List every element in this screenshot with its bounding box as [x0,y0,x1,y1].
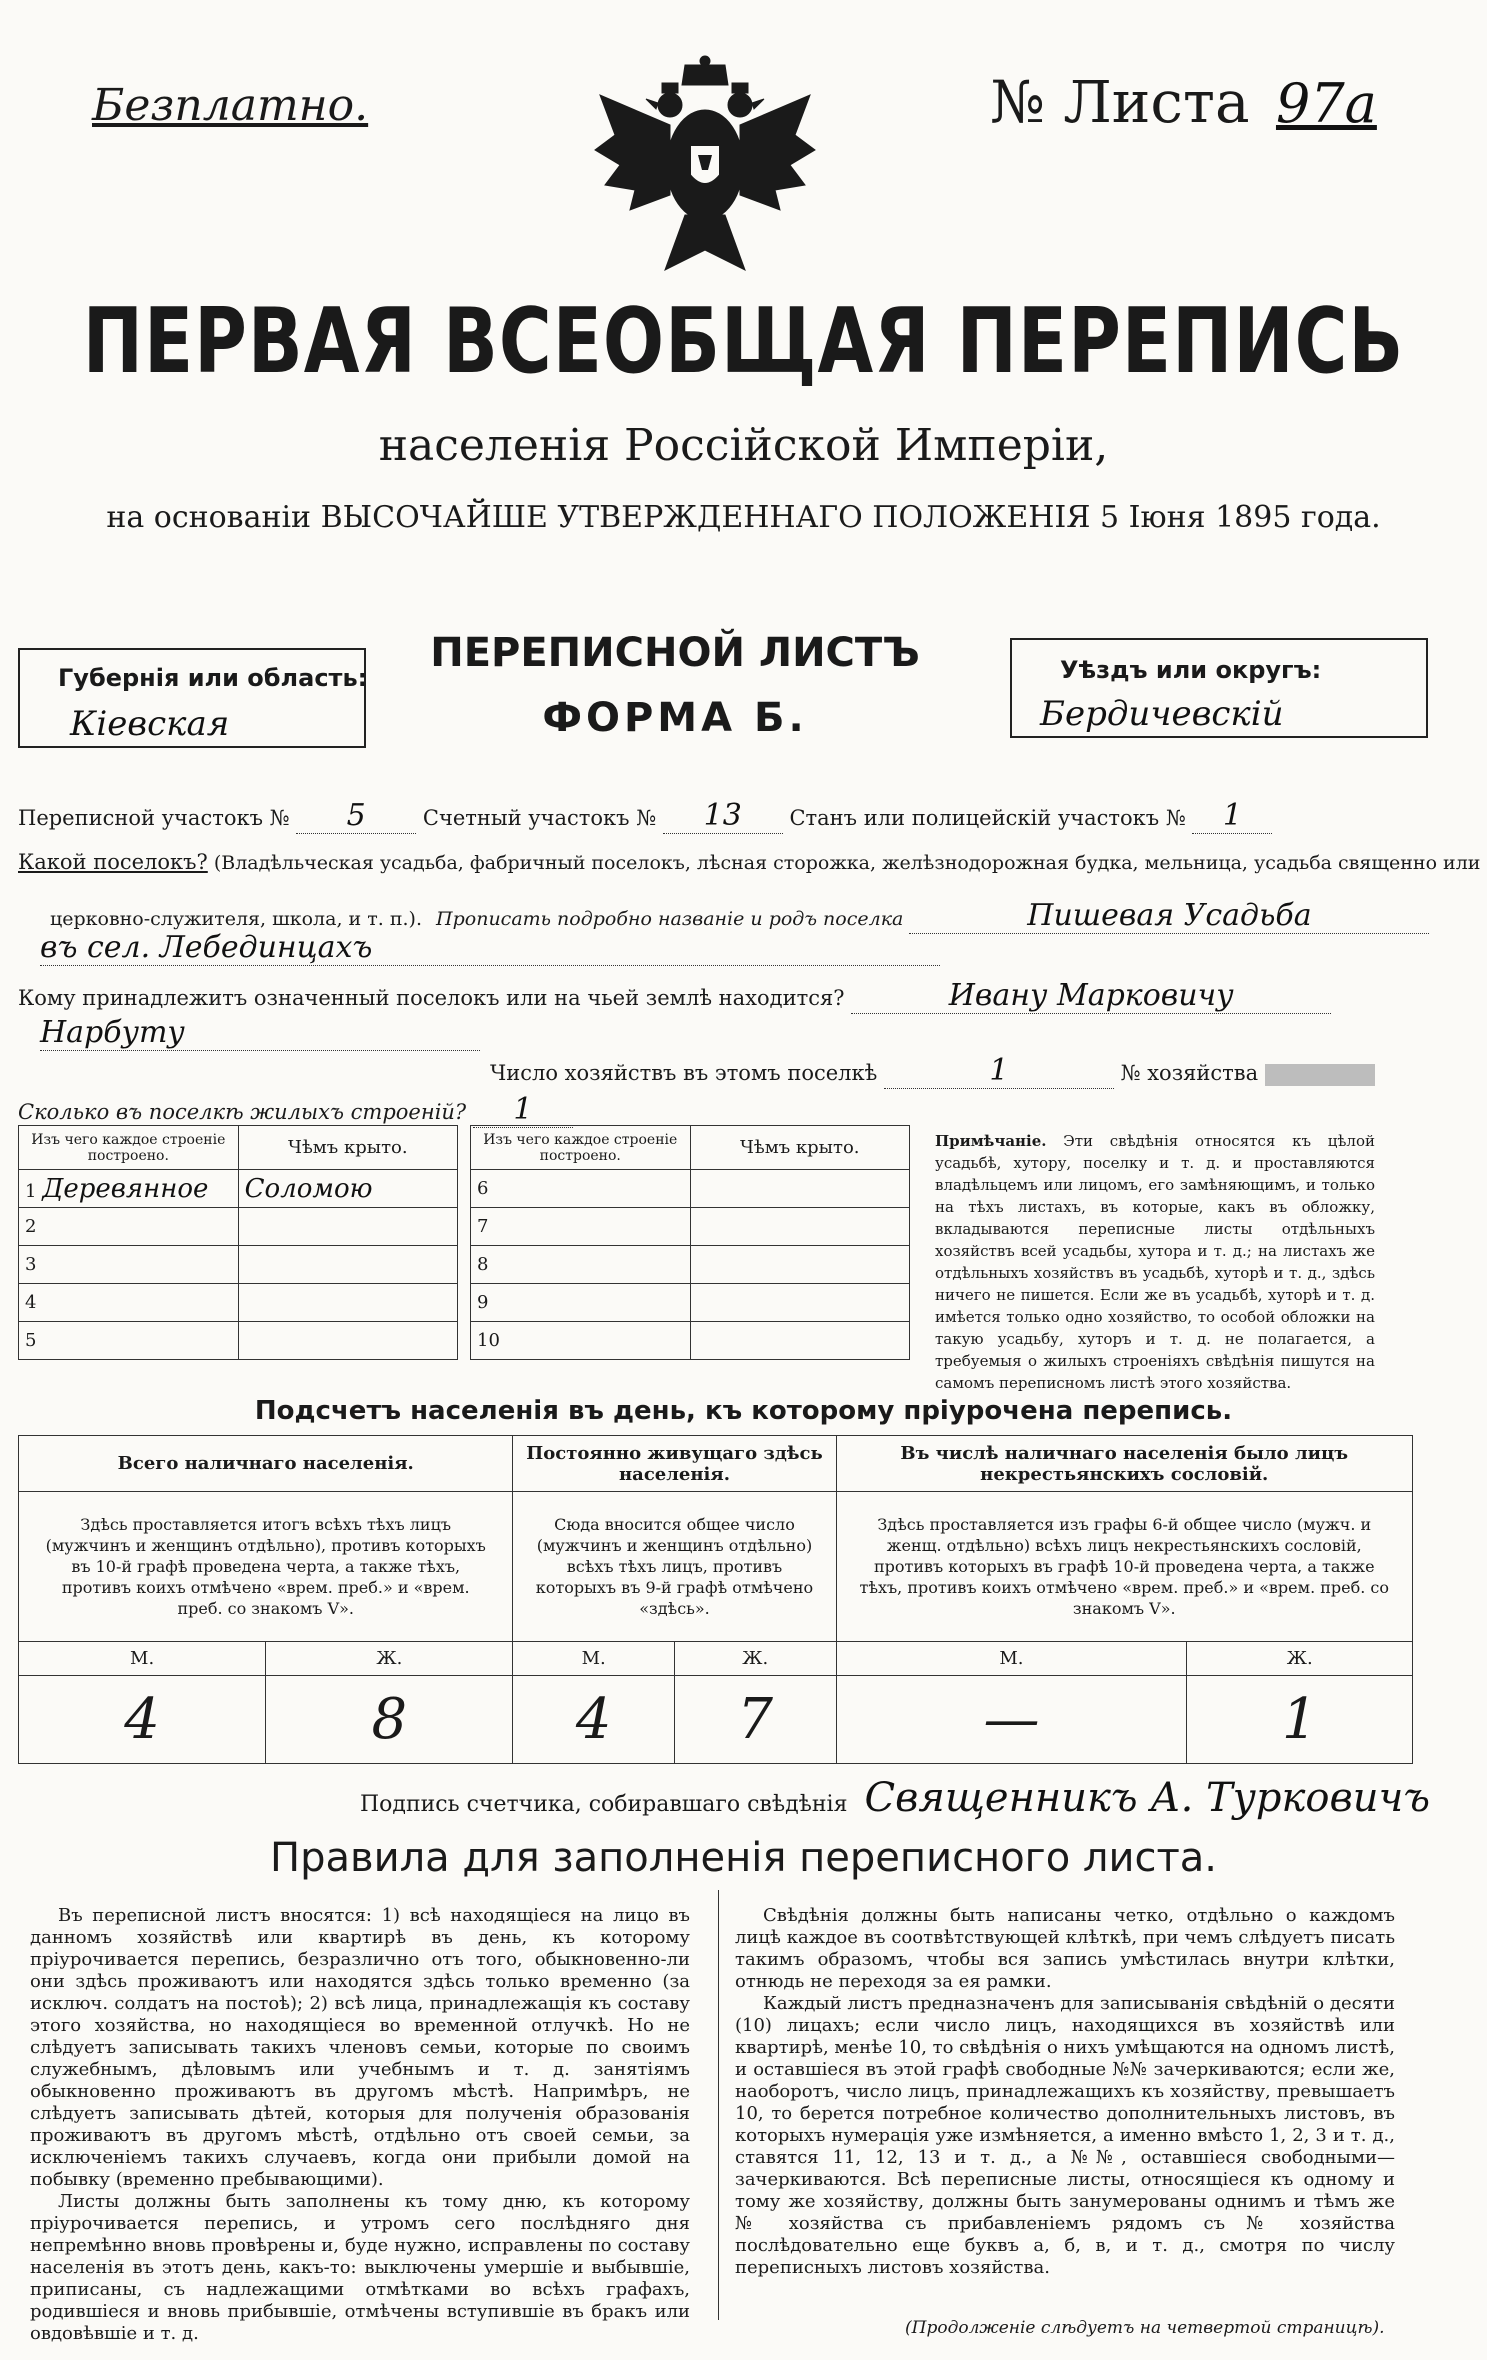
male-label: М. [19,1642,266,1676]
buildings-value: 1 [473,1092,573,1128]
census-district-label: Переписной участокъ № [18,806,290,830]
female-label: Ж. [266,1642,513,1676]
rules-right-column [735,1905,1395,2279]
total-male-value: 4 [19,1676,266,1764]
double-headed-eagle-icon [590,55,820,280]
female-label: Ж. [674,1642,836,1676]
population-desc-permanent: Сюда вносится общее число (мужчинъ и женщинъ отдѣльно) всѣхъ тѣхъ лицъ, противъ которыхъ въ 9-й графѣ отмѣчено «здѣсь». [513,1492,836,1642]
buildings-col-material-2: Изъ чего каждое строеніе построено. [471,1126,691,1170]
settlement-line-2 [50,898,1429,934]
police-district-value: 1 [1192,798,1272,834]
buildings-table-right [470,1125,910,1360]
owner-line [18,978,1331,1014]
gubernia-label: Губернія или область: [58,664,368,692]
rules-left-column [30,1905,690,2345]
uezd-value: Бердичевскій [1040,694,1284,734]
note-text: Эти свѣдѣнія относятся къ цѣлой усадьбѣ, хутору, поселку и т. д. и проставляются владѣльцемъ или лицомъ, его замѣняющимъ, и только на тѣхъ листахъ, въ которые, какъ въ обложку, вкладываются переписные листы отдѣльныхъ хозяйствъ всей усадьбы, хутора и т. д.; на листахъ же отдѣльныхъ хозяйствъ въ усадьбѣ, хуторѣ и т. д., здѣсь ничего не пишется. Если же въ усадьбѣ, хуторѣ и т. д. имѣется только одно хозяйство, то особой обложки на такую усадьбу, хуторъ и т. д. не полагается, а требуемыя о жилыхъ строеніяхъ свѣдѣнія пишутся на самомъ переписномъ листѣ этого хозяйства. [935,1132,1375,1392]
table-row: 7 [471,1208,910,1246]
buildings-label: Сколько въ поселкѣ жилыхъ строеній? [18,1100,467,1124]
buildings-col-roof-2: Чѣмъ крыто. [690,1126,909,1170]
total-female-value: 8 [266,1676,513,1764]
form-title: ПЕРЕПИСНОЙ ЛИСТЪ [430,630,920,676]
signature-line [360,1775,1430,1821]
table-row: 4 [19,1284,458,1322]
building-roof: Соломою [238,1170,457,1208]
table-row: 8 [471,1246,910,1284]
population-table [18,1435,1413,1764]
settlement-hint: (Владѣльческая усадьба, фабричный поселокъ, лѣсная сторожка, желѣзнодорожная будка, мельница, усадьба священно или [213,852,1481,874]
female-label: Ж. [1187,1642,1413,1676]
table-row: 2 [19,1208,458,1246]
households-line [490,1053,1375,1089]
population-desc-total: Здѣсь проставляется итогъ всѣхъ тѣхъ лицъ (мужчинъ и женщинъ отдѣльно), противъ которыхъ въ 10-й графѣ проведена черта, а также тѣхъ, противъ коихъ отмѣчено «врем. преб.» и «врем. преб. со знакомъ V». [19,1492,513,1642]
count-district-label: Счетный участокъ № [422,806,657,830]
rules-paragraph: Каждый листъ предназначенъ для записыванія свѣдѣній о десяти (10) лицахъ; если число лицъ, находящихся въ хозяйствѣ или квартирѣ, менѣе 10, то свѣдѣнія о нихъ умѣщаются на одномъ листѣ, и оставшіеся въ этой графѣ свободные №№ зачеркиваются; если же, наоборотъ, число лицъ, принадлежащихъ къ хозяйству, превышаетъ 10, то берется потребное количество дополнительныхъ листовъ, въ которыхъ нумерація уже измѣняется, а именно вмѣсто 1, 2, 3 и т. д., ставятся 11, 12, 13 и т. д., а №№, оставшіеся свободными—зачеркиваются. Всѣ переписные листы, относящіеся къ одному и тому же хозяйству, должны быть занумерованы однимъ и тѣмъ же № хозяйства съ прибавленіемъ рядомъ съ № хозяйства послѣдовательно еще буквъ а, б, в, и т. д., смотря по числу переписныхъ листовъ хозяйства. [735,1993,1395,2278]
note-title: Примѣчаніе. [935,1132,1047,1150]
owner-line-2 [40,1015,480,1051]
rules-divider [718,1890,719,2320]
settlement-instruction: Прописать подробно названіе и родъ поселка [436,908,904,930]
population-title: Подсчетъ населенія въ день, къ которому пріурочена перепись. [254,1396,1233,1426]
settlement-hint-2: церковно-служителя, школа, и т. п.). [50,908,422,930]
settlement-line-3 [40,930,940,966]
sheet-number-value: 97а [1275,72,1377,135]
male-label: М. [513,1642,675,1676]
form-subtitle: ФОРМА Б. [542,695,808,741]
table-row: 10 [471,1322,910,1360]
settlement-label: Какой поселокъ? [18,850,208,874]
settlement-value-2: въ сел. Лебединцахъ [40,930,940,966]
buildings-col-roof: Чѣмъ крыто. [238,1126,457,1170]
count-district-value: 13 [663,798,783,834]
households-label: Число хозяйствъ въ этомъ поселкѣ [490,1061,878,1085]
uezd-label: Уѣздъ или округъ: [1060,656,1322,684]
settlement-value: Пишевая Усадьба [909,898,1429,934]
table-row: 1 Деревянное Соломою [19,1170,458,1208]
buildings-table-left [18,1125,458,1360]
free-label: Безплатно. [92,80,369,131]
gubernia-value: Кіевская [70,704,230,744]
population-col-permanent: Постоянно живущаго здѣсь населенія. [513,1436,836,1492]
population-col-non-peasant: Въ числѣ наличнаго населенія было лицъ некрестьянскихъ сословій. [836,1436,1413,1492]
buildings-line [18,1092,573,1128]
buildings-col-material: Изъ чего каждое строеніе построено. [19,1126,239,1170]
building-material: Деревянное [42,1173,209,1204]
permanent-female-value: 7 [674,1676,836,1764]
census-district-value: 5 [296,798,416,834]
owner-value-2: Нарбуту [40,1015,480,1051]
table-row: 3 [19,1246,458,1284]
table-row: 6 [471,1170,910,1208]
sheet-number-label: № Листа [990,68,1250,136]
table-row: 5 [19,1322,458,1360]
district-line [18,798,1272,834]
household-no-redacted [1265,1064,1375,1086]
owner-label: Кому принадлежитъ означенный поселокъ или на чьей землѣ находится? [18,986,845,1010]
signature-label: Подпись счетчика, собиравшаго свѣдѣнія [360,1792,848,1817]
non-peasant-female-value: 1 [1187,1676,1413,1764]
population-desc-non-peasant: Здѣсь проставляется изъ графы 6-й общее число (мужч. и женщ. отдѣльно) всѣхъ лицъ некрестьянскихъ сословій, противъ которыхъ въ графѣ 10-й проведена черта, а также тѣхъ, противъ коихъ отмѣчено «врем. преб.» и «врем. преб. со знакомъ V». [836,1492,1413,1642]
rules-paragraph: Свѣдѣнія должны быть написаны четко, отдѣльно о каждомъ лицѣ каждое въ соотвѣтствующей клѣткѣ, при чемъ слѣдуетъ писать такимъ образомъ, чтобы вся запись умѣстилась внутри клѣтки, отнюдь не переходя за ея рамки. [735,1905,1395,1992]
population-col-total: Всего наличнаго населенія. [19,1436,513,1492]
document-decree-line: на основаніи ВЫСОЧАЙШЕ УТВЕРЖДЕННАГО ПОЛОЖЕНІЯ 5 Іюня 1895 года. [106,500,1381,535]
male-label: М. [836,1642,1187,1676]
signature-value: Священникъ А. Турковичъ [864,1775,1431,1821]
buildings-note [935,1130,1375,1394]
household-no-label: № хозяйства [1120,1061,1259,1085]
rules-paragraph: Въ переписной листъ вносятся: 1) всѣ находящіеся на лицо въ данномъ хозяйствѣ или квартирѣ въ день, къ которому пріурочивается перепись, безразлично отъ того, обыкновенно-ли они здѣсь проживаютъ или находятся здѣсь только временно (за исключ. солдатъ на постоѣ); 2) всѣ лица, принадлежащія къ составу этого хозяйства, но находящіеся во временной отлучкѣ. Но не слѣдуетъ записывать такихъ членовъ семьи, которые по своимъ служебнымъ, дѣловымъ или учебнымъ и т. д. занятіямъ обыкновенно проживаютъ въ другомъ мѣстѣ. Напримѣръ, не слѣдуетъ записывать дѣтей, которыя для полученія образованія проживаютъ въ другомъ мѣстѣ, отдѣльно отъ своей семьи, за исключеніемъ такихъ случаевъ, когда они прибыли домой на побывку (временно пребывающими). [30,1905,690,2190]
owner-value: Ивану Марковичу [851,978,1331,1014]
continuation-note: (Продолженіе слѣдуетъ на четвертой страницѣ). [905,2318,1385,2338]
permanent-male-value: 4 [513,1676,675,1764]
document-subtitle: населенія Россійской Имперіи, [378,420,1109,471]
rules-title: Правила для заполненія переписного листа. [270,1835,1217,1881]
table-row: 9 [471,1284,910,1322]
non-peasant-male-value: — [836,1676,1187,1764]
document-title: ПЕРВАЯ ВСЕОБЩАЯ ПЕРЕПИСЬ [82,288,1405,393]
settlement-line [18,850,1480,874]
police-district-label: Станъ или полицейскій участокъ № [789,806,1186,830]
sheet-number [990,68,1377,136]
households-value: 1 [884,1053,1114,1089]
rules-paragraph: Листы должны быть заполнены къ тому дню, къ которому пріурочивается перепись, и утромъ сего послѣдняго дня непремѣнно вновь провѣрены и, буде нужно, исправлены по составу населенія въ этотъ день, какъ-то: выключены умершіе и выбывшіе, приписаны, съ надлежащими отмѣтками во всѣхъ графахъ, родившіеся и вновь прибывшіе, отмѣчены вступившіе въ бракъ или овдовѣвшіе и т. д. [30,2191,690,2344]
